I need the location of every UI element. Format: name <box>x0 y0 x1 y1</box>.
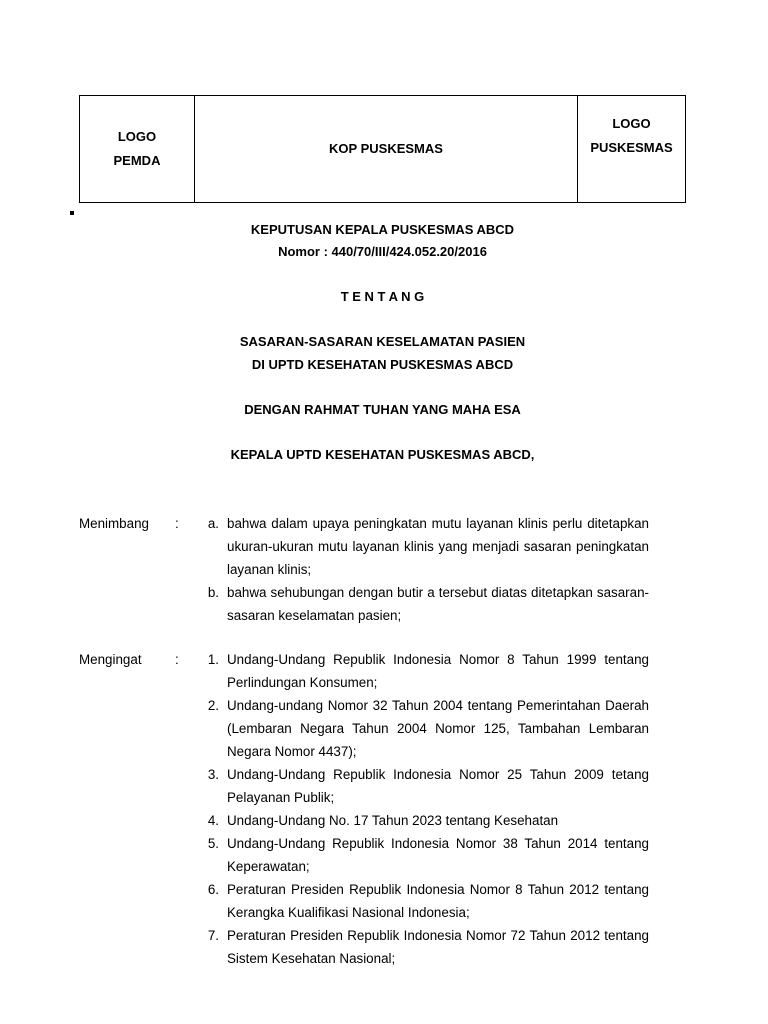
logo-pemda-line1: LOGO <box>117 129 157 144</box>
item-text: Undang-Undang Republik Indonesia Nomor 8 Tahun 1999 tentang Perlindungan Konsumen; <box>227 652 649 690</box>
menimbang-colon: : <box>175 516 179 531</box>
logo-pemda-cell <box>80 96 195 202</box>
kepala-line: KEPALA UPTD KESEHATAN PUSKESMAS ABCD, <box>230 447 535 462</box>
decree-title: KEPUTUSAN KEPALA PUSKESMAS ABCD <box>250 222 515 237</box>
list-item <box>197 809 649 832</box>
item-text: Peraturan Presiden Republik Indonesia Nomor 72 Tahun 2012 tentang Sistem Kesehatan Nasional; <box>227 928 649 966</box>
item-mark: a. <box>207 516 219 531</box>
item-mark: 3. <box>207 767 219 782</box>
menimbang-list <box>197 512 649 627</box>
item-text: bahwa dalam upaya peningkatan mutu layanan klinis perlu ditetapkan ukuran-ukuran mutu layanan klinis yang menjadi sasaran peningkatan layanan klinis; <box>227 516 649 577</box>
item-mark: 2. <box>207 698 219 713</box>
list-item <box>197 763 649 809</box>
mengingat-colon: : <box>175 652 179 667</box>
item-mark: 1. <box>207 652 219 667</box>
logo-puskesmas-line2: PUSKESMAS <box>590 140 673 155</box>
list-item <box>197 581 649 627</box>
list-item <box>197 878 649 924</box>
item-text: bahwa sehubungan dengan butir a tersebut diatas ditetapkan sasaran-sasaran keselamatan pasien; <box>227 585 649 623</box>
mengingat-list <box>197 648 649 970</box>
mengingat-label: Mengingat <box>79 652 142 667</box>
rahmat-line: DENGAN RAHMAT TUHAN YANG MAHA ESA <box>244 402 521 417</box>
item-text: Undang-Undang No. 17 Tahun 2023 tentang Kesehatan <box>227 813 559 828</box>
logo-puskesmas-cell <box>578 96 685 202</box>
list-item <box>197 924 649 970</box>
list-item <box>197 648 649 694</box>
item-mark: 4. <box>207 813 219 828</box>
item-text: Undang-Undang Republik Indonesia Nomor 38 Tahun 2014 tentang Keperawatan; <box>227 836 649 874</box>
kop-puskesmas-text: KOP PUSKESMAS <box>329 141 443 156</box>
letterhead-table <box>79 95 686 203</box>
decree-number: Nomor : 440/70/III/424.052.20/2016 <box>278 244 487 259</box>
menimbang-label: Menimbang <box>79 516 149 531</box>
subject-line1: SASARAN-SASARAN KESELAMATAN PASIEN <box>239 334 526 349</box>
list-item <box>197 512 649 581</box>
item-mark: b. <box>207 585 219 600</box>
menimbang-section <box>79 512 649 627</box>
item-text: Peraturan Presiden Republik Indonesia Nomor 8 Tahun 2012 tentang Kerangka Kualifikasi Nasional Indonesia; <box>227 882 649 920</box>
item-text: Undang-Undang Republik Indonesia Nomor 25 Tahun 2009 tetang Pelayanan Publik; <box>227 767 649 805</box>
item-text: Undang-undang Nomor 32 Tahun 2004 tentang Pemerintahan Daerah (Lembaran Negara Tahun 2004 Nomor 125, Tambahan Lembaran Negara Nomor 4437); <box>227 698 649 759</box>
subject-line2: DI UPTD KESEHATAN PUSKESMAS ABCD <box>251 357 514 372</box>
mengingat-section <box>79 648 649 970</box>
logo-pemda-line2: PEMDA <box>113 153 161 168</box>
bullet-square-icon <box>70 211 74 215</box>
item-mark: 6. <box>207 882 219 897</box>
item-mark: 5. <box>207 836 219 851</box>
list-item <box>197 694 649 763</box>
list-item <box>197 832 649 878</box>
kop-puskesmas-cell <box>195 96 578 202</box>
item-mark: 7. <box>207 928 219 943</box>
tentang-heading: T E N T A N G <box>340 289 425 304</box>
logo-puskesmas-line1: LOGO <box>612 116 651 131</box>
